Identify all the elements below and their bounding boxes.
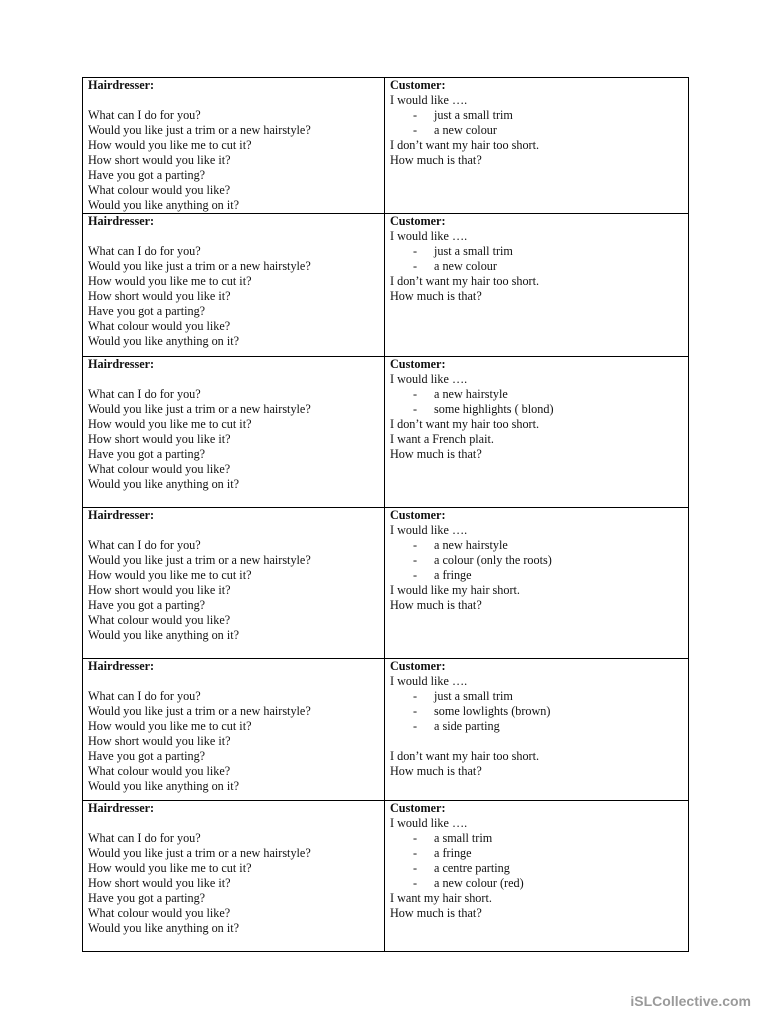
hairdresser-question: What can I do for you? bbox=[88, 689, 201, 703]
card-row bbox=[83, 78, 689, 214]
hairdresser-question: Would you like just a trim or a new hairstyle? bbox=[88, 704, 311, 718]
customer-line: How much is that? bbox=[390, 447, 482, 461]
hairdresser-question: Would you like anything on it? bbox=[88, 779, 240, 793]
customer-request-text: a new colour (red) bbox=[434, 876, 524, 890]
customer-line: I don’t want my hair too short. bbox=[390, 417, 540, 431]
hairdresser-question: What colour would you like? bbox=[88, 462, 231, 476]
customer-intro: I would like …. bbox=[390, 674, 468, 688]
customer-line: I want a French plait. bbox=[390, 432, 494, 446]
customer-heading: Customer: bbox=[390, 78, 446, 92]
hairdresser-question: What can I do for you? bbox=[88, 244, 201, 258]
hairdresser-question: Would you like just a trim or a new hairstyle? bbox=[88, 259, 311, 273]
dash-bullet-icon: - bbox=[413, 387, 418, 401]
customer-request-list bbox=[390, 108, 684, 138]
customer-line: I don’t want my hair too short. bbox=[390, 138, 540, 152]
customer-request-text: just a small trim bbox=[434, 689, 513, 703]
customer-request-item bbox=[390, 689, 684, 704]
hairdresser-question: Would you like anything on it? bbox=[88, 334, 240, 348]
dash-bullet-icon: - bbox=[413, 704, 418, 718]
customer-request-item bbox=[390, 831, 684, 846]
customer-request-item bbox=[390, 259, 684, 274]
customer-line: How much is that? bbox=[390, 598, 482, 612]
dash-bullet-icon: - bbox=[413, 259, 418, 273]
customer-line: How much is that? bbox=[390, 289, 482, 303]
hairdresser-question: How would you like me to cut it? bbox=[88, 719, 252, 733]
customer-cell bbox=[385, 659, 689, 801]
hairdresser-question: How would you like me to cut it? bbox=[88, 861, 252, 875]
dash-bullet-icon: - bbox=[413, 538, 418, 552]
dash-bullet-icon: - bbox=[413, 689, 418, 703]
dash-bullet-icon: - bbox=[413, 831, 418, 845]
customer-request-text: a side parting bbox=[434, 719, 500, 733]
hairdresser-question: How short would you like it? bbox=[88, 289, 231, 303]
customer-request-list bbox=[390, 831, 684, 891]
hairdresser-question: Have you got a parting? bbox=[88, 749, 206, 763]
customer-intro: I would like …. bbox=[390, 816, 468, 830]
hairdresser-question: How short would you like it? bbox=[88, 432, 231, 446]
hairdresser-question: What colour would you like? bbox=[88, 906, 231, 920]
customer-request-text: just a small trim bbox=[434, 244, 513, 258]
hairdresser-question: What colour would you like? bbox=[88, 764, 231, 778]
customer-cell bbox=[385, 78, 689, 214]
dash-bullet-icon: - bbox=[413, 846, 418, 860]
card-row bbox=[83, 659, 689, 801]
hairdresser-question: Would you like anything on it? bbox=[88, 198, 240, 212]
customer-line: How much is that? bbox=[390, 153, 482, 167]
hairdresser-question: Would you like just a trim or a new hairstyle? bbox=[88, 123, 311, 137]
dash-bullet-icon: - bbox=[413, 876, 418, 890]
customer-request-text: a fringe bbox=[434, 568, 472, 582]
customer-heading: Customer: bbox=[390, 357, 446, 371]
hairdresser-question: How short would you like it? bbox=[88, 583, 231, 597]
customer-intro: I would like …. bbox=[390, 523, 468, 537]
hairdresser-question: How short would you like it? bbox=[88, 734, 231, 748]
customer-intro: I would like …. bbox=[390, 372, 468, 386]
hairdresser-question: How would you like me to cut it? bbox=[88, 568, 252, 582]
customer-cell bbox=[385, 508, 689, 659]
customer-request-item bbox=[390, 876, 684, 891]
hairdresser-cell bbox=[83, 214, 385, 357]
hairdresser-question: Would you like just a trim or a new hairstyle? bbox=[88, 402, 311, 416]
customer-request-item bbox=[390, 402, 684, 417]
hairdresser-heading: Hairdresser: bbox=[88, 659, 155, 673]
hairdresser-question: Have you got a parting? bbox=[88, 891, 206, 905]
hairdresser-question: Have you got a parting? bbox=[88, 447, 206, 461]
customer-intro: I would like …. bbox=[390, 229, 468, 243]
hairdresser-question: What colour would you like? bbox=[88, 319, 231, 333]
hairdresser-question: What can I do for you? bbox=[88, 108, 201, 122]
customer-request-list bbox=[390, 387, 684, 417]
customer-intro: I would like …. bbox=[390, 93, 468, 107]
customer-line: How much is that? bbox=[390, 906, 482, 920]
hairdresser-question: How short would you like it? bbox=[88, 153, 231, 167]
customer-request-list bbox=[390, 244, 684, 274]
customer-request-item bbox=[390, 861, 684, 876]
customer-heading: Customer: bbox=[390, 508, 446, 522]
hairdresser-heading: Hairdresser: bbox=[88, 78, 155, 92]
customer-cell bbox=[385, 214, 689, 357]
hairdresser-question: Have you got a parting? bbox=[88, 168, 206, 182]
hairdresser-cell bbox=[83, 801, 385, 952]
hairdresser-question: How would you like me to cut it? bbox=[88, 417, 252, 431]
customer-request-text: a colour (only the roots) bbox=[434, 553, 552, 567]
customer-request-item bbox=[390, 846, 684, 861]
customer-request-item bbox=[390, 719, 684, 734]
customer-request-item bbox=[390, 538, 684, 553]
hairdresser-heading: Hairdresser: bbox=[88, 508, 155, 522]
card-row bbox=[83, 801, 689, 952]
customer-request-list bbox=[390, 689, 684, 734]
customer-request-item bbox=[390, 568, 684, 583]
customer-line: I want my hair short. bbox=[390, 891, 492, 905]
hairdresser-cell bbox=[83, 357, 385, 508]
customer-request-text: just a small trim bbox=[434, 108, 513, 122]
card-row bbox=[83, 508, 689, 659]
customer-request-text: a new colour bbox=[434, 123, 497, 137]
hairdresser-question: Would you like just a trim or a new hairstyle? bbox=[88, 846, 311, 860]
roleplay-card-table bbox=[82, 77, 689, 952]
hairdresser-heading: Hairdresser: bbox=[88, 801, 155, 815]
dash-bullet-icon: - bbox=[413, 719, 418, 733]
customer-request-item bbox=[390, 244, 684, 259]
hairdresser-question: What can I do for you? bbox=[88, 538, 201, 552]
hairdresser-question: Would you like just a trim or a new hairstyle? bbox=[88, 553, 311, 567]
customer-cell bbox=[385, 357, 689, 508]
hairdresser-question: How short would you like it? bbox=[88, 876, 231, 890]
customer-request-text: a new hairstyle bbox=[434, 387, 508, 401]
customer-line: I don’t want my hair too short. bbox=[390, 274, 540, 288]
dash-bullet-icon: - bbox=[413, 568, 418, 582]
hairdresser-question: What colour would you like? bbox=[88, 183, 231, 197]
hairdresser-heading: Hairdresser: bbox=[88, 214, 155, 228]
dash-bullet-icon: - bbox=[413, 244, 418, 258]
customer-request-text: a new colour bbox=[434, 259, 497, 273]
customer-request-text: a new hairstyle bbox=[434, 538, 508, 552]
hairdresser-question: Would you like anything on it? bbox=[88, 477, 240, 491]
hairdresser-heading: Hairdresser: bbox=[88, 357, 155, 371]
watermark: iSLCollective.com bbox=[630, 993, 751, 1009]
customer-request-text: a small trim bbox=[434, 831, 493, 845]
customer-request-item bbox=[390, 123, 684, 138]
customer-heading: Customer: bbox=[390, 801, 446, 815]
customer-heading: Customer: bbox=[390, 659, 446, 673]
hairdresser-cell bbox=[83, 78, 385, 214]
dash-bullet-icon: - bbox=[413, 108, 418, 122]
hairdresser-question: Have you got a parting? bbox=[88, 304, 206, 318]
card-row bbox=[83, 214, 689, 357]
hairdresser-question: Would you like anything on it? bbox=[88, 628, 240, 642]
customer-cell bbox=[385, 801, 689, 952]
dash-bullet-icon: - bbox=[413, 553, 418, 567]
customer-line: How much is that? bbox=[390, 764, 482, 778]
customer-request-text: a fringe bbox=[434, 846, 472, 860]
card-row bbox=[83, 357, 689, 508]
dash-bullet-icon: - bbox=[413, 402, 418, 416]
hairdresser-cell bbox=[83, 508, 385, 659]
customer-request-list bbox=[390, 538, 684, 583]
customer-request-text: some lowlights (brown) bbox=[434, 704, 551, 718]
customer-request-text: a centre parting bbox=[434, 861, 510, 875]
hairdresser-question: How would you like me to cut it? bbox=[88, 138, 252, 152]
customer-request-item bbox=[390, 704, 684, 719]
hairdresser-question: Would you like anything on it? bbox=[88, 921, 240, 935]
customer-line: I don’t want my hair too short. bbox=[390, 749, 540, 763]
hairdresser-question: How would you like me to cut it? bbox=[88, 274, 252, 288]
dash-bullet-icon: - bbox=[413, 861, 418, 875]
customer-heading: Customer: bbox=[390, 214, 446, 228]
customer-line: I would like my hair short. bbox=[390, 583, 520, 597]
customer-request-item bbox=[390, 387, 684, 402]
customer-request-item bbox=[390, 553, 684, 568]
hairdresser-question: What can I do for you? bbox=[88, 387, 201, 401]
customer-request-text: some highlights ( blond) bbox=[434, 402, 554, 416]
dash-bullet-icon: - bbox=[413, 123, 418, 137]
customer-request-item bbox=[390, 108, 684, 123]
hairdresser-question: What can I do for you? bbox=[88, 831, 201, 845]
hairdresser-cell bbox=[83, 659, 385, 801]
hairdresser-question: Have you got a parting? bbox=[88, 598, 206, 612]
hairdresser-question: What colour would you like? bbox=[88, 613, 231, 627]
